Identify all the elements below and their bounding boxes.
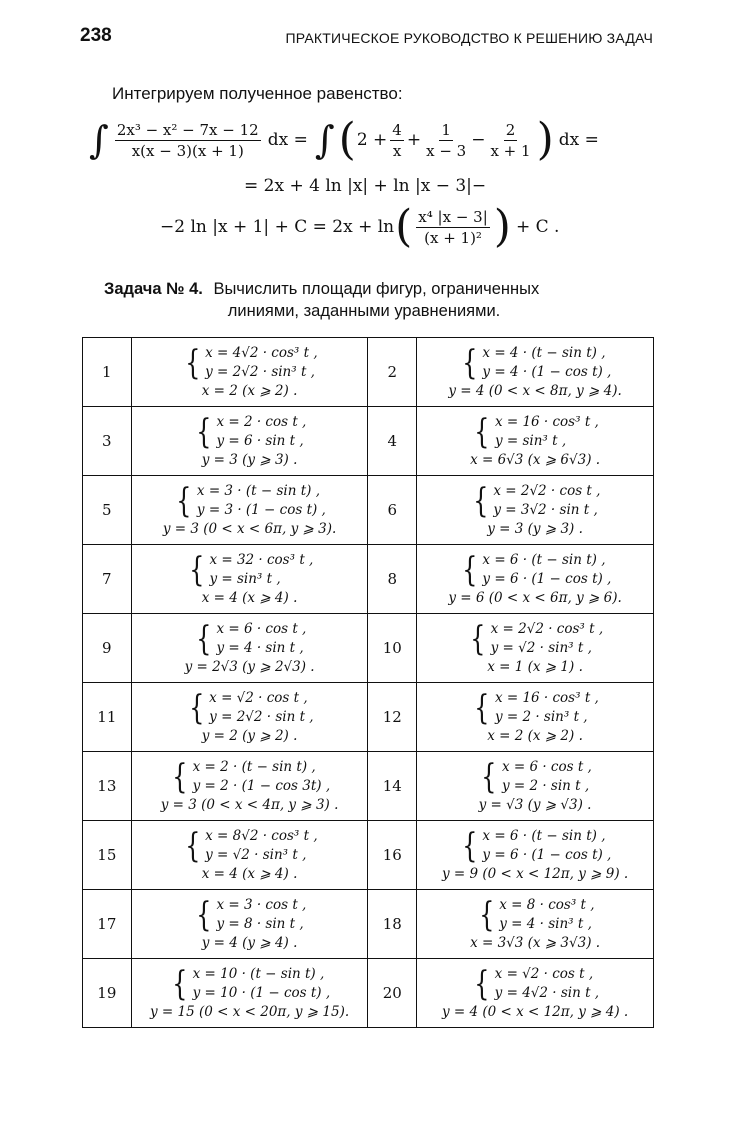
equation-x: x = 32 · cos³ t , bbox=[209, 551, 314, 568]
equation-system bbox=[459, 827, 612, 865]
problem-system bbox=[131, 821, 368, 890]
equation-system bbox=[478, 758, 592, 796]
system-content bbox=[132, 758, 368, 815]
equation-system bbox=[471, 413, 599, 451]
problem-number: 14 bbox=[368, 752, 417, 821]
boundary-condition: y = √3 (y ⩾ √3) . bbox=[478, 796, 592, 813]
rhs-lead: 2 + bbox=[356, 130, 388, 150]
problem-system bbox=[417, 890, 654, 959]
boundary-condition: y = 3 (y ⩾ 3) . bbox=[487, 520, 583, 537]
problem-number: 13 bbox=[83, 752, 132, 821]
table-row bbox=[83, 752, 654, 821]
brace: { bbox=[196, 411, 212, 452]
equation-x: x = 16 · cos³ t , bbox=[494, 413, 599, 430]
brace: { bbox=[196, 618, 212, 659]
task-heading bbox=[104, 278, 644, 322]
system-content bbox=[132, 551, 368, 608]
table-row bbox=[83, 476, 654, 545]
problem-system bbox=[417, 959, 654, 1028]
equation-x: x = 10 · (t − sin t) , bbox=[192, 965, 325, 982]
term1-fraction bbox=[390, 121, 404, 160]
problem-number: 6 bbox=[368, 476, 417, 545]
equation-system bbox=[169, 758, 330, 796]
boundary-condition: x = 3√3 (x ⩾ 3√3) . bbox=[470, 934, 601, 951]
boundary-condition: y = 4 (y ⩾ 4) . bbox=[201, 934, 298, 951]
boundary-condition: y = 6 (0 < x < 6π, y ⩾ 6). bbox=[448, 589, 622, 606]
problem-number: 11 bbox=[83, 683, 132, 752]
equation-lines bbox=[493, 482, 600, 520]
problem-system bbox=[131, 959, 368, 1028]
problem-number: 12 bbox=[368, 683, 417, 752]
equation-system bbox=[173, 482, 326, 520]
equation-system bbox=[193, 413, 307, 451]
equation-y: y = 4 · (1 − cos t) , bbox=[482, 363, 612, 380]
boundary-condition: x = 4 (x ⩾ 4) . bbox=[201, 589, 298, 606]
system-content bbox=[417, 896, 653, 953]
equation-x: x = 8√2 · cos³ t , bbox=[205, 827, 318, 844]
brace: { bbox=[462, 549, 478, 590]
equation-x: x = 6 · cos t , bbox=[216, 620, 307, 637]
brace: { bbox=[470, 618, 486, 659]
boundary-condition: y = 9 (0 < x < 12π, y ⩾ 9) . bbox=[441, 865, 629, 882]
left-paren: ( bbox=[338, 114, 356, 165]
problem-number: 7 bbox=[83, 545, 132, 614]
boundary-condition: x = 2 (x ⩾ 2) . bbox=[487, 727, 583, 744]
problem-system bbox=[131, 476, 368, 545]
rhs-tail: dx = bbox=[558, 130, 599, 150]
brace: { bbox=[172, 963, 188, 1004]
system-content bbox=[132, 827, 368, 884]
equation-lines bbox=[482, 827, 611, 865]
brace: { bbox=[184, 342, 200, 383]
system-content bbox=[417, 689, 653, 746]
term2-denominator: x − 3 bbox=[426, 141, 467, 160]
equation-x: x = 6 · (t − sin t) , bbox=[482, 827, 606, 844]
boundary-condition: y = 4 (0 < x < 8π, y ⩾ 4). bbox=[448, 382, 622, 399]
equation-system bbox=[186, 689, 314, 727]
integral-sign: ∫ bbox=[314, 118, 335, 162]
equation-lines bbox=[216, 896, 306, 934]
equation-x: x = 4 · (t − sin t) , bbox=[482, 344, 606, 361]
equation-x: x = 4√2 · cos³ t , bbox=[205, 344, 318, 361]
problem-number: 5 bbox=[83, 476, 132, 545]
problem-system bbox=[417, 338, 654, 407]
brace: { bbox=[478, 894, 494, 935]
brace: { bbox=[184, 825, 200, 866]
equation-system bbox=[459, 551, 612, 589]
equation-lines bbox=[216, 620, 306, 658]
line3-lead: −2 ln |x + 1| + C = 2x + ln bbox=[160, 217, 395, 237]
boundary-condition: x = 1 (x ⩾ 1) . bbox=[487, 658, 583, 675]
table-row bbox=[83, 614, 654, 683]
line3-tail: + C . bbox=[515, 217, 560, 237]
problem-number: 20 bbox=[368, 959, 417, 1028]
table-row bbox=[83, 338, 654, 407]
term2-numerator: 1 bbox=[441, 120, 451, 139]
problem-number: 1 bbox=[83, 338, 132, 407]
equation-lines bbox=[193, 965, 331, 1003]
equation-y: y = 2√2 · sin t , bbox=[209, 708, 314, 725]
boundary-condition: x = 4 (x ⩾ 4) . bbox=[201, 865, 298, 882]
problem-system bbox=[417, 476, 654, 545]
problem-system bbox=[417, 545, 654, 614]
equation-x: x = 8 · cos³ t , bbox=[499, 896, 595, 913]
system-content bbox=[417, 965, 653, 1022]
equation-y: y = 3√2 · sin t , bbox=[493, 501, 598, 518]
integrand-denominator: x(x − 3)(x + 1) bbox=[131, 141, 244, 160]
equation-x: x = 3 · cos t , bbox=[216, 896, 307, 913]
problem-number: 9 bbox=[83, 614, 132, 683]
problem-system bbox=[131, 683, 368, 752]
equation-system bbox=[471, 689, 599, 727]
equation-system bbox=[470, 482, 601, 520]
equation-lines bbox=[216, 413, 306, 451]
equation-y: y = 4 · sin t , bbox=[216, 639, 304, 656]
integral-sign: ∫ bbox=[89, 118, 109, 162]
boundary-condition: y = 3 (0 < x < 6π, y ⩾ 3). bbox=[162, 520, 337, 537]
equation-x: x = √2 · cos t , bbox=[209, 689, 308, 706]
table-row bbox=[83, 821, 654, 890]
system-content bbox=[132, 965, 368, 1022]
brace: { bbox=[462, 342, 478, 383]
problem-number: 2 bbox=[368, 338, 417, 407]
term3-denominator: x + 1 bbox=[490, 141, 531, 160]
equation-x: x = 2√2 · cos t , bbox=[493, 482, 601, 499]
term1-numerator: 4 bbox=[392, 120, 402, 139]
equation-x: x = 2 · (t − sin t) , bbox=[192, 758, 316, 775]
brace: { bbox=[474, 687, 490, 728]
problems-table bbox=[82, 337, 654, 1028]
equation-lines bbox=[205, 827, 318, 865]
problem-system bbox=[417, 407, 654, 476]
brace: { bbox=[481, 756, 497, 797]
equation-y: y = √2 · sin³ t , bbox=[490, 639, 592, 656]
equation-x: x = 6 · (t − sin t) , bbox=[482, 551, 606, 568]
equation-y: y = 2 · (1 − cos 3t) , bbox=[192, 777, 331, 794]
brace: { bbox=[474, 411, 490, 452]
equation-y: y = sin³ t , bbox=[209, 570, 281, 587]
problem-system bbox=[131, 890, 368, 959]
equation-y: y = 4 · sin³ t , bbox=[499, 915, 592, 932]
line3-denominator: (x + 1)² bbox=[424, 228, 482, 247]
equation-y: y = 6 · (1 − cos t) , bbox=[482, 570, 612, 587]
system-content bbox=[132, 344, 368, 401]
equation-y: y = 4√2 · sin t , bbox=[494, 984, 600, 1001]
task-label: Задача № 4. bbox=[104, 280, 203, 298]
problem-number: 3 bbox=[83, 407, 132, 476]
problem-number: 8 bbox=[368, 545, 417, 614]
equation-x: x = 3 · (t − sin t) , bbox=[196, 482, 320, 499]
plus-sign: + bbox=[406, 130, 422, 150]
equation-y: y = sin³ t , bbox=[494, 432, 567, 449]
equation-y: y = 2 · sin³ t , bbox=[494, 708, 588, 725]
equation-system bbox=[471, 965, 599, 1003]
equation-x: x = 16 · cos³ t , bbox=[494, 689, 599, 706]
table-row bbox=[83, 683, 654, 752]
integral-equation-line3 bbox=[160, 201, 560, 252]
equation-lines bbox=[197, 482, 326, 520]
equation-y: y = 8 · sin t , bbox=[216, 915, 304, 932]
equation-y: y = 2√2 · sin³ t , bbox=[205, 363, 315, 380]
boundary-condition: y = 2√3 (y ⩾ 2√3) . bbox=[184, 658, 315, 675]
problem-number: 19 bbox=[83, 959, 132, 1028]
table-row bbox=[83, 407, 654, 476]
problem-system bbox=[417, 614, 654, 683]
boundary-condition: x = 2 (x ⩾ 2) . bbox=[201, 382, 298, 399]
problem-system bbox=[131, 614, 368, 683]
problem-system bbox=[417, 683, 654, 752]
equation-lines bbox=[495, 689, 599, 727]
right-paren: ) bbox=[536, 114, 554, 165]
equation-system bbox=[467, 620, 603, 658]
system-content bbox=[417, 344, 653, 401]
equation-y: y = √2 · sin³ t , bbox=[205, 846, 307, 863]
problem-number: 10 bbox=[368, 614, 417, 683]
equation-system bbox=[459, 344, 612, 382]
problem-system bbox=[417, 821, 654, 890]
system-content bbox=[132, 689, 368, 746]
line3-numerator: x⁴ |x − 3| bbox=[418, 207, 488, 226]
problem-number: 15 bbox=[83, 821, 132, 890]
integrand-numerator: 2x³ − x² − 7x − 12 bbox=[116, 120, 259, 139]
system-content bbox=[132, 482, 368, 539]
system-content bbox=[417, 551, 653, 608]
problem-system bbox=[417, 752, 654, 821]
minus-sign: − bbox=[471, 130, 486, 150]
system-content bbox=[417, 482, 653, 539]
equation-system bbox=[193, 896, 307, 934]
system-content bbox=[132, 413, 368, 470]
term1-denominator: x bbox=[392, 141, 402, 160]
equation-x: x = 2√2 · cos³ t , bbox=[490, 620, 604, 637]
equation-system bbox=[186, 551, 314, 589]
equation-y: y = 6 · (1 − cos t) , bbox=[482, 846, 612, 863]
system-content bbox=[417, 758, 653, 815]
equation-y: y = 6 · sin t , bbox=[216, 432, 304, 449]
problem-number: 4 bbox=[368, 407, 417, 476]
equation-x: x = 2 · cos t , bbox=[216, 413, 307, 430]
equation-lines bbox=[193, 758, 331, 796]
boundary-condition: y = 3 (y ⩾ 3) . bbox=[201, 451, 298, 468]
equation-lines bbox=[495, 413, 599, 451]
brace: { bbox=[462, 825, 478, 866]
dx-equals: dx = bbox=[267, 130, 308, 150]
equation-system bbox=[193, 620, 307, 658]
task-text-line1: Вычислить площади фигур, ограниченных bbox=[213, 280, 540, 298]
term3-fraction bbox=[488, 121, 532, 160]
right-paren: ) bbox=[493, 201, 511, 252]
equation-x: x = √2 · cos t , bbox=[494, 965, 594, 982]
integrand-fraction bbox=[115, 121, 261, 160]
brace: { bbox=[196, 894, 212, 935]
equation-lines bbox=[209, 551, 313, 589]
equation-lines bbox=[482, 551, 611, 589]
problem-system bbox=[131, 407, 368, 476]
boundary-condition: x = 6√3 (x ⩾ 6√3) . bbox=[470, 451, 601, 468]
boundary-condition: y = 3 (0 < x < 4π, y ⩾ 3) . bbox=[160, 796, 339, 813]
task-text-line2: линиями, заданными уравнениями. bbox=[227, 302, 501, 320]
problem-number: 17 bbox=[83, 890, 132, 959]
brace: { bbox=[472, 480, 489, 521]
running-head: ПРАКТИЧЕСКОЕ РУКОВОДСТВО К РЕШЕНИЮ ЗАДАЧ bbox=[285, 30, 653, 46]
table-row bbox=[83, 959, 654, 1028]
left-paren: ( bbox=[395, 201, 413, 252]
equation-system bbox=[169, 965, 330, 1003]
equation-system bbox=[476, 896, 595, 934]
equation-lines bbox=[491, 620, 604, 658]
problem-system bbox=[131, 752, 368, 821]
equation-lines bbox=[502, 758, 592, 796]
equation-lines bbox=[499, 896, 594, 934]
line3-fraction bbox=[416, 208, 489, 247]
table-row bbox=[83, 890, 654, 959]
system-content bbox=[132, 896, 368, 953]
problem-system bbox=[131, 338, 368, 407]
system-content bbox=[417, 827, 653, 884]
equation-y: y = 10 · (1 − cos t) , bbox=[192, 984, 331, 1001]
equation-y: y = 3 · (1 − cos t) , bbox=[196, 501, 326, 518]
brace: { bbox=[189, 549, 205, 590]
term2-fraction bbox=[424, 121, 468, 160]
equation-system bbox=[182, 827, 318, 865]
term3-numerator: 2 bbox=[505, 120, 516, 139]
integral-equation-line1 bbox=[86, 114, 599, 165]
brace: { bbox=[188, 687, 204, 728]
equation-y: y = 2 · sin t , bbox=[501, 777, 590, 794]
problem-number: 18 bbox=[368, 890, 417, 959]
problem-system bbox=[131, 545, 368, 614]
boundary-condition: y = 15 (0 < x < 20π, y ⩾ 15). bbox=[150, 1003, 350, 1020]
brace: { bbox=[176, 480, 192, 521]
equation-x: x = 6 · cos t , bbox=[501, 758, 592, 775]
brace: { bbox=[172, 756, 188, 797]
brace: { bbox=[474, 963, 490, 1004]
integral-equation-line2: = 2x + 4 ln |x| + ln |x − 3|− bbox=[244, 176, 487, 196]
system-content bbox=[417, 620, 653, 677]
equation-system bbox=[182, 344, 318, 382]
page-number: 238 bbox=[80, 25, 112, 46]
table-row bbox=[83, 545, 654, 614]
equation-lines bbox=[209, 689, 313, 727]
intro-text: Интегрируем полученное равенство: bbox=[112, 84, 403, 103]
problem-number: 16 bbox=[368, 821, 417, 890]
equation-lines bbox=[495, 965, 599, 1003]
boundary-condition: y = 4 (0 < x < 12π, y ⩾ 4) . bbox=[441, 1003, 629, 1020]
system-content bbox=[132, 620, 368, 677]
equation-lines bbox=[482, 344, 611, 382]
system-content bbox=[417, 413, 653, 470]
equation-lines bbox=[205, 344, 318, 382]
boundary-condition: y = 2 (y ⩾ 2) . bbox=[201, 727, 298, 744]
